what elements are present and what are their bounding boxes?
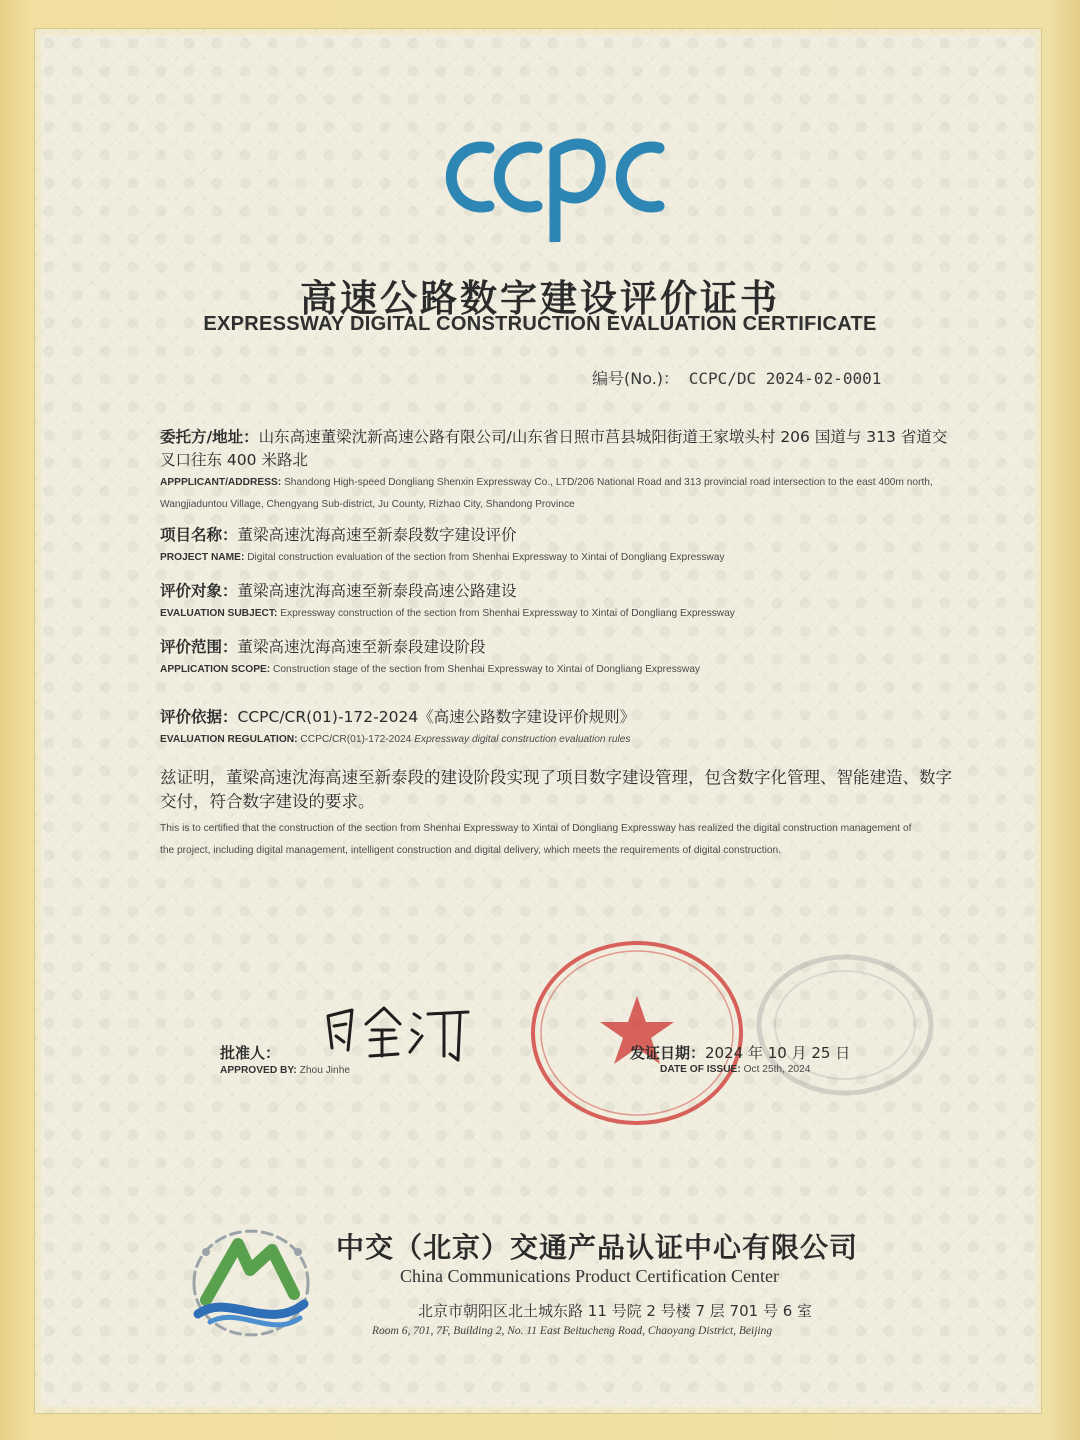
certification-en: This is to certified that the construction of the section from Shenhai Expressway to Xintai of Dongliang Expressway has realized the digital construction management of the project, including digital management, intelligent construction and digital delivery, which meets the requirements of digital construction. (160, 823, 912, 856)
certificate-title-en: EXPRESSWAY DIGITAL CONSTRUCTION EVALUATION CERTIFICATE (203, 313, 877, 335)
regulation-name-en: Expressway digital construction evaluation rules (414, 734, 631, 745)
scope-value-en: Construction stage of the section from Shenhai Expressway to Xintai of Dongliang Expressway (273, 664, 700, 675)
issue-date-label-zh: 发证日期： (630, 1044, 706, 1062)
approved-by-label-zh: 批准人： (220, 1044, 281, 1062)
scope-value-zh: 董梁高速沈海高速至新泰段建设阶段 (237, 638, 486, 656)
scope-label-zh: 评价范围： (160, 638, 238, 656)
applicant-value-zh: 山东高速董梁沈新高速公路有限公司/山东省日照市莒县城阳街道王家墩头村 206 国道与 313 省道交叉口往东 400 米路北 (160, 428, 948, 469)
scope-en (160, 659, 950, 681)
project-section (160, 524, 950, 569)
project-label-en: PROJECT NAME: (160, 552, 245, 563)
issue-date-zh (630, 1042, 850, 1063)
organization-logo (176, 1222, 326, 1340)
scope-label-en: APPLICATION SCOPE: (160, 664, 271, 675)
issue-date-value-en: Oct 25th, 2024 (743, 1064, 811, 1075)
approved-by-en (220, 1065, 350, 1076)
ccpc-logo (437, 112, 669, 242)
organization-name-zh: 中交（北京）交通产品认证中心有限公司 (336, 1231, 859, 1264)
scope-zh (160, 636, 950, 659)
subject-value-zh: 董梁高速沈海高速至新泰段高速公路建设 (237, 582, 517, 600)
subject-en (160, 603, 950, 625)
regulation-en (160, 729, 950, 751)
regulation-zh (160, 706, 950, 729)
certification-section (160, 766, 960, 862)
organization-name-en: China Communications Product Certification Center (400, 1266, 779, 1286)
signature (318, 996, 488, 1066)
project-value-en: Digital construction evaluation of the section from Shenhai Expressway to Xintai of Dongliang Expressway (247, 552, 725, 563)
project-en (160, 547, 950, 569)
certificate-number-label: 编号(No.)： (592, 369, 680, 388)
project-zh (160, 524, 950, 547)
issue-date-label-en: DATE OF ISSUE: (660, 1064, 741, 1075)
organization-address-en: Room 6, 701, 7F, Building 2, No. 11 East Beitucheng Road, Chaoyang District, Beijing (372, 1325, 773, 1337)
scope-section (160, 636, 950, 681)
approved-by-name-en: Zhou Jinhe (299, 1065, 351, 1076)
regulation-section (160, 706, 950, 751)
subject-zh (160, 580, 950, 603)
project-value-zh: 董梁高速沈海高速至新泰段数字建设评价 (237, 526, 517, 544)
applicant-label-zh: 委托方/地址： (160, 428, 259, 446)
organization-address-zh: 北京市朝阳区北土城东路 11 号院 2 号楼 7 层 701 号 6 室 (418, 1302, 813, 1320)
subject-section (160, 580, 950, 625)
applicant-en (160, 472, 950, 516)
regulation-label-en: EVALUATION REGULATION: (160, 734, 298, 745)
approved-by-label-en: APPROVED BY: (220, 1065, 297, 1076)
project-label-zh: 项目名称： (160, 526, 238, 544)
certificate-number (592, 366, 881, 389)
applicant-label-en: APPPLICANT/ADDRESS: (160, 477, 282, 488)
certification-zh: 兹证明，董梁高速沈海高速至新泰段的建设阶段实现了项目数字建设管理，包含数字化管理、智能建造、数字交付，符合数字建设的要求。 (160, 768, 952, 811)
regulation-value-zh: CCPC/CR(01)-172-2024《高速公路数字建设评价规则》 (237, 708, 636, 726)
subject-label-en: EVALUATION SUBJECT: (160, 608, 278, 619)
regulation-code-en: CCPC/CR(01)-172-2024 (300, 734, 412, 745)
certificate-number-value: CCPC/DC 2024-02-0001 (688, 369, 882, 388)
issue-date-value-zh: 2024 年 10 月 25 日 (705, 1044, 851, 1062)
regulation-label-zh: 评价依据： (160, 708, 238, 726)
applicant-section (160, 426, 950, 516)
official-red-seal (528, 938, 746, 1128)
subject-label-zh: 评价对象： (160, 582, 238, 600)
applicant-zh (160, 426, 950, 472)
applicant-value-en: Shandong High-speed Dongliang Shenxin Expressway Co., LTD/206 National Road and 313 provincial road intersection to the east 400m north, Wangjiaduntou Village, Chengyang Sub-district, Ju County, Rizhao City, Shandong Province (160, 477, 933, 510)
embossed-seal (752, 950, 938, 1100)
subject-value-en: Expressway construction of the section from Shenhai Expressway to Xintai of Dongliang Expressway (280, 608, 735, 619)
issue-date-en (660, 1064, 810, 1075)
certificate-title-zh: 高速公路数字建设评价证书 (300, 277, 780, 320)
